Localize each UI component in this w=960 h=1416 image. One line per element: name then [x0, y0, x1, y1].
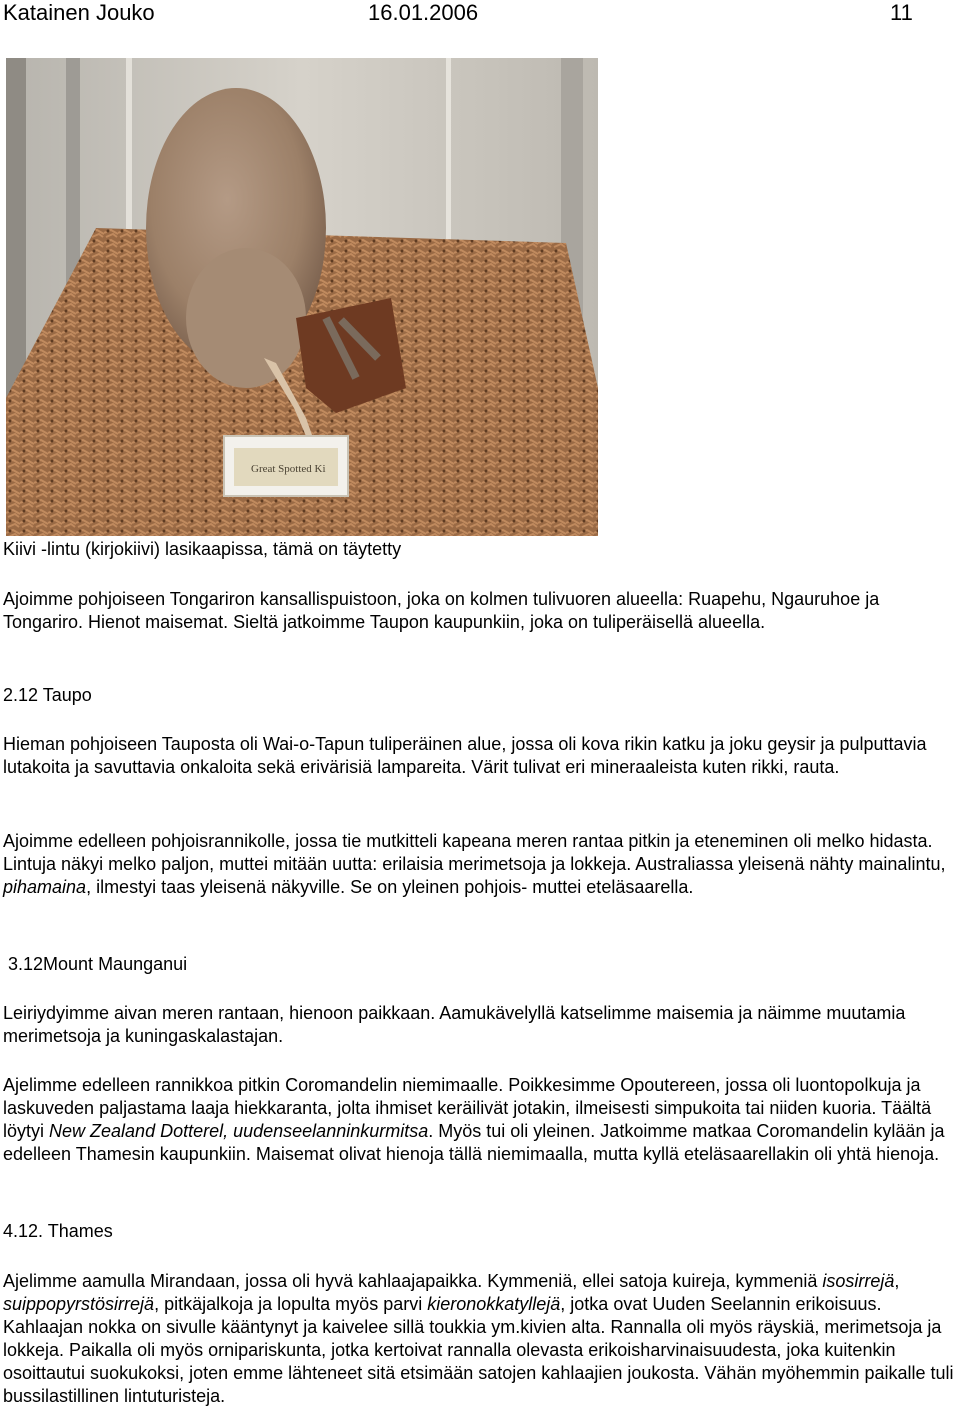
text-segment: Ajoimme edelleen pohjoisrannikolle, jossa tie mutkitteli kapeana meren rantaa pitkin ja eteneminen oli melko hidasta. Lintuja näkyi melko paljon, muttei mitään uutta: erilaisia merimetsoja ja lokkeja. Australiassa yleisenä nähty mainalintu,	[3, 831, 946, 874]
text-segment: , jotka ovat Uuden Seelannin erikoisuus. Kahlaajan nokka on sivulle kääntynyt ja kaivelee sillä toukkia ym.kivien alta. Rannalla oli myös räyskiä, merimetsoja ja lokkeja. Paikalla oli myös ornipariskunta, jotka kertoivat rannalla olevasta erikoisharvinaisuudesta, joka kuitenkin osoittautui suokukoksi, joten emme lähteneet sitä etsimään satojen kahlaajien joukosta. Vähän myöhemmin paikalle tuli bussilastillinen lintuturisteja.	[3, 1294, 954, 1406]
page-number: 11	[890, 0, 913, 25]
kiwi-display-photo	[6, 58, 598, 536]
paragraph-wai-o-tapu: Hieman pohjoiseen Tauposta oli Wai-o-Tapun tuliperäinen alue, jossa oli kova rikin katku ja joku geysir ja pulputtavia lutakoita ja savuttavia onkaloita sekä erivärisiä lampareita. Värit tulivat eri mineraaleista kuten rikki, rauta.	[3, 734, 927, 777]
heading-taupo: 2.12 Taupo	[3, 685, 92, 705]
italic-bird-name: suippopyrstösirrejä	[3, 1294, 155, 1314]
text-segment: ,	[894, 1271, 900, 1291]
document-date: 16.01.2006	[368, 0, 479, 25]
display-sign-text: Great Spotted Ki	[251, 463, 326, 475]
text-segment: , pitkäjalkoja ja lopulta myös parvi	[154, 1294, 428, 1314]
paragraph-north-coast	[3, 830, 960, 899]
paragraph-coromandel	[3, 1074, 960, 1166]
text-segment: , ilmestyi taas yleisenä näkyville. Se on yleinen pohjois- muttei eteläsaarella.	[86, 877, 694, 897]
italic-bird-name: kieronokkatyllejä	[427, 1294, 561, 1314]
text-segment: Ajelimme edelleen rannikkoa pitkin Coromandelin niemimaalle. Poikkesimme Opoutereen, jossa oli luontopolkuja ja laskuveden paljastama laaja hiekkaranta, jolta ihmiset keräilivät jotakin, ilmeisesti simpukoita tai niiden kuoria. Täältä löytyi	[3, 1075, 932, 1141]
paragraph-miranda	[3, 1270, 960, 1408]
heading-thames: 4.12. Thames	[3, 1221, 113, 1241]
italic-bird-name: New Zealand Dotterel, uudenseelanninkurmitsa	[49, 1121, 429, 1141]
italic-bird-name: pihamaina	[3, 877, 87, 897]
paragraph-camp: Leiriydyimme aivan meren rantaan, hienoon paikkaan. Aamukävelyllä katselimme maisemia ja näimme muutamia merimetsoja ja kuningaskalastajan.	[3, 1003, 906, 1046]
text-segment: . Myös tui oli yleinen. Jatkoimme matkaa Coromandelin kylään ja edelleen Thamesin kaupunkiin. Maisemat olivat hienoja tällä niemimaalla, mutta kyllä eteläsaarellakin oli yhtä hienoja.	[3, 1121, 945, 1164]
heading-mount-maunganui: 3.12Mount Maunganui	[3, 954, 188, 974]
page-header	[0, 0, 960, 28]
text-segment: Ajelimme aamulla Mirandaan, jossa oli hyvä kahlaajapaikka. Kymmeniä, ellei satoja kuireja, kymmeniä	[3, 1271, 823, 1291]
photo-caption: Kiivi -lintu (kirjokiivi) lasikaapissa, tämä on täytetty	[3, 539, 402, 559]
italic-bird-name: isosirrejä	[822, 1271, 895, 1291]
kiwi-display-illustration	[6, 58, 598, 536]
author-name: Katainen Jouko	[3, 0, 155, 25]
paragraph-tongariro: Ajoimme pohjoiseen Tongariron kansallispuistoon, joka on kolmen tulivuoren alueella: Ruapehu, Ngauruhoe ja Tongariro. Hienot maisemat. Sieltä jatkoimme Taupon kaupunkiin, joka on tuliperäisellä alueella.	[3, 589, 880, 632]
